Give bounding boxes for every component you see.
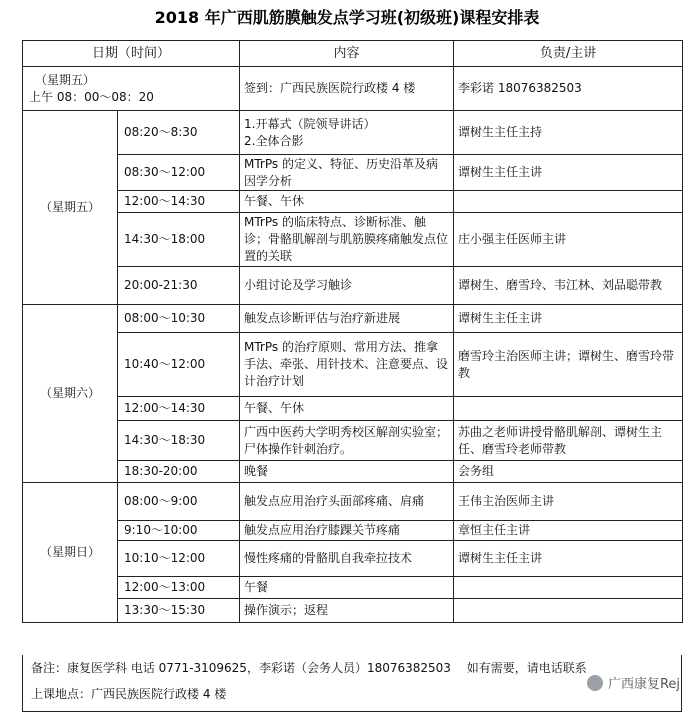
content-cell: 1.开幕式（院领导讲话） 2.全体合影 <box>240 111 454 155</box>
person-cell <box>454 599 683 623</box>
table-row <box>23 577 683 599</box>
time-cell: 14:30～18:30 <box>118 421 240 461</box>
signin-day: （星期五） <box>35 72 96 87</box>
person-cell: 会务组 <box>454 461 683 483</box>
day-cell: （星期日） <box>23 483 118 623</box>
person-cell: 谭树生主任主持 <box>454 111 683 155</box>
table-row <box>23 111 683 155</box>
header-date: 日期（时间） <box>23 41 240 67</box>
content-cell: 触发点应用治疗头面部疼痛、肩痛 <box>240 483 454 521</box>
person-cell: 谭树生主任主讲 <box>454 305 683 333</box>
time-cell: 08:00～9:00 <box>118 483 240 521</box>
time-cell: 12:00～14:30 <box>118 397 240 421</box>
time-cell: 12:00～14:30 <box>118 191 240 213</box>
table-header-row <box>23 41 683 67</box>
schedule-table <box>22 40 683 623</box>
content-cell: 午餐、午休 <box>240 191 454 213</box>
content-cell: 午餐 <box>240 577 454 599</box>
time-cell: 13:30～15:30 <box>118 599 240 623</box>
time-cell: 12:00～13:00 <box>118 577 240 599</box>
table-row <box>23 333 683 397</box>
time-cell: 10:40～12:00 <box>118 333 240 397</box>
content-cell: MTrPs 的治疗原则、常用方法、推拿手法、牵张、用针技术、注意要点、设计治疗计划 <box>240 333 454 397</box>
table-row <box>23 305 683 333</box>
signin-person: 李彩诺 18076382503 <box>454 67 683 111</box>
signin-date-cell <box>23 67 240 111</box>
content-cell: 午餐、午休 <box>240 397 454 421</box>
person-cell: 谭树生、磨雪玲、韦江林、刘品聪带教 <box>454 267 683 305</box>
content-cell: 操作演示；返程 <box>240 599 454 623</box>
table-row <box>23 421 683 461</box>
person-cell: 磨雪玲主治医师主讲；谭树生、磨雪玲带教 <box>454 333 683 397</box>
content-cell: 触发点诊断评估与治疗新进展 <box>240 305 454 333</box>
wechat-logo-icon <box>587 675 603 691</box>
content-cell: 小组讨论及学习触诊 <box>240 267 454 305</box>
time-cell: 08:20～8:30 <box>118 111 240 155</box>
content-cell: MTrPs 的临床特点、诊断标准、触诊；骨骼肌解剖与肌筋膜疼痛触发点位置的关联 <box>240 213 454 267</box>
day-cell: （星期六） <box>23 305 118 483</box>
content-cell: 触发点应用治疗膝踝关节疼痛 <box>240 521 454 541</box>
signin-content: 签到：广西民族医院行政楼 4 楼 <box>240 67 454 111</box>
table-row <box>23 155 683 191</box>
table-row <box>23 461 683 483</box>
time-cell: 18:30-20:00 <box>118 461 240 483</box>
header-content: 内容 <box>240 41 454 67</box>
table-row <box>23 541 683 577</box>
time-cell: 08:30～12:00 <box>118 155 240 191</box>
footer-note: 备注：康复医学科 电话 0771-3109625，李彩诺（会务人员）18076382503 如有需要，请电话联系 <box>31 661 587 675</box>
table-row <box>23 521 683 541</box>
person-cell: 庄小强主任医师主讲 <box>454 213 683 267</box>
person-cell: 王伟主治医师主讲 <box>454 483 683 521</box>
person-cell: 谭树生主任主讲 <box>454 155 683 191</box>
footer-notes <box>22 655 682 712</box>
header-person: 负责/主讲 <box>454 41 683 67</box>
person-cell <box>454 191 683 213</box>
watermark-text: 广西康复Rej <box>607 677 680 692</box>
table-row <box>23 213 683 267</box>
person-cell: 谭树生主任主讲 <box>454 541 683 577</box>
time-cell: 10:10～12:00 <box>118 541 240 577</box>
table-row-signin <box>23 67 683 111</box>
table-row <box>23 599 683 623</box>
person-cell: 章恒主任主讲 <box>454 521 683 541</box>
table-row <box>23 267 683 305</box>
table-row <box>23 397 683 421</box>
table-row <box>23 483 683 521</box>
watermark <box>587 673 680 692</box>
time-cell: 9:10～10:00 <box>118 521 240 541</box>
signin-time: 上午 08：00～08：20 <box>29 89 154 104</box>
person-cell <box>454 577 683 599</box>
content-cell: 慢性疼痛的骨骼肌自我牵拉技术 <box>240 541 454 577</box>
person-cell <box>454 397 683 421</box>
page-title: 2018 年广西肌筋膜触发点学习班(初级班)课程安排表 <box>154 8 540 27</box>
time-cell: 08:00～10:30 <box>118 305 240 333</box>
day-cell: （星期五） <box>23 111 118 305</box>
table-row <box>23 191 683 213</box>
time-cell: 20:00-21:30 <box>118 267 240 305</box>
time-cell: 14:30～18:00 <box>118 213 240 267</box>
content-cell: 晚餐 <box>240 461 454 483</box>
footer-location: 上课地点：广西民族医院行政楼 4 楼 <box>31 687 227 701</box>
person-cell: 苏曲之老师讲授骨骼肌解剖、谭树生主任、磨雪玲老师带教 <box>454 421 683 461</box>
content-cell: MTrPs 的定义、特征、历史沿革及病因学分析 <box>240 155 454 191</box>
content-cell: 广西中医药大学明秀校区解剖实验室；尸体操作针刺治疗。 <box>240 421 454 461</box>
